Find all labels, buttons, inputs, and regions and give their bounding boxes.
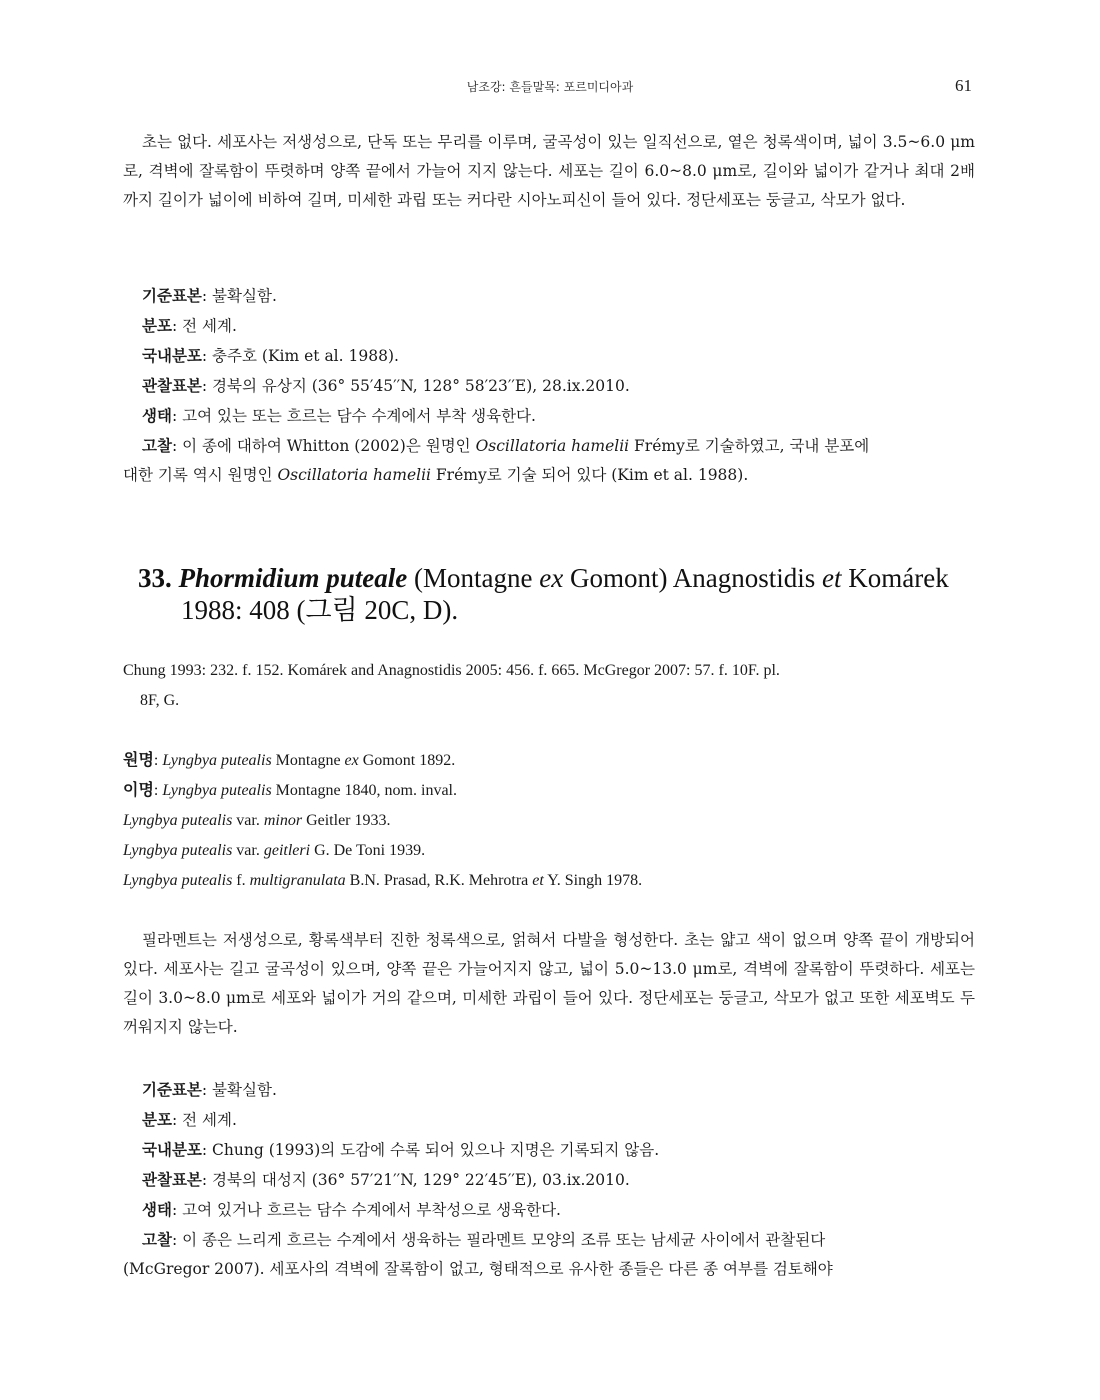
species-description: 필라멘트는 저생성으로, 황록색부터 진한 청록색으로, 얽혀서 다발을 형성한다. 초는 얇고 색이 없으며 양쪽 끝이 개방되어 있다. 세포사는 길고 굴곡성이 있으며, 양쪽 끝은 가늘어지지 않고, 넓이 5.0~13.0 μm로, 격벽에 잘록함이 뚜렷하다. 세포는 길이 3.0~8.0 μm로 세포와 넓이가 거의 같으며, 미세한 과립이 들어 있다. 정단세포는 둥글고, 삭모가 없고 또한 세포벽도 두꺼워지지 않는다. [123,931,975,1036]
species-name: Phormidium puteale [178,563,408,593]
remarks-line: 고찰: 이 종은 느리게 흐르는 수계에서 생육하는 필라멘트 모양의 조류 또는 남세균 사이에서 관찰된다 [142,1230,826,1249]
previous-species-details [123,281,975,490]
distribution-line: 분포: 전 세계. [142,1110,237,1129]
ecology-line: 생태: 고여 있는 또는 흐르는 담수 수계에서 부착 생육한다. [142,406,536,425]
distribution-line: 분포: 전 세계. [142,316,237,335]
basionym-line: 원명: Lyngbya putealis Montagne ex Gomont 1892. [123,752,456,769]
remarks-line: 고찰: 이 종에 대하여 Whitton (2002)은 원명인 Oscillatoria hamelii Frémy로 기술하였고, 국내 분포에 [142,436,870,455]
references: Chung 1993: 232. f. 152. Komárek and Anagnostidis 2005: 456. f. 665. McGregor 2007: 57. f. 10F. pl. 8F, G. [123,662,780,709]
korean-distribution-line: 국내분포: Chung (1993)의 도감에 수록 되어 있으나 지명은 기록되지 않음. [142,1140,660,1159]
previous-species-description: 초는 없다. 세포사는 저생성으로, 단독 또는 무리를 이루며, 굴곡성이 있는 일직선으로, 옅은 청록색이며, 넓이 3.5~6.0 μm로, 격벽에 잘록함이 뚜렷하며 양쪽 끝에서 가늘어 지지 않는다. 세포는 길이 6.0~8.0 μm로, 길이와 넓이가 같거나 최대 2배까지 길이가 넓이에 비하여 길며, 미세한 과립 또는 커다란 시아노피신이 들어 있다. 정단세포는 둥글고, 삭모가 없다. [123,133,975,209]
synonym-line: 이명: Lyngbya putealis Montagne 1840, nom. inval. [123,782,457,799]
observed-specimen-line: 관찰표본: 경북의 유상지 (36° 55′45′′N, 128° 58′23′′E), 28.ix.2010. [142,376,630,395]
synonym-line: Lyngbya putealis f. multigranulata B.N. Prasad, R.K. Mehrotra et Y. Singh 1978. [123,872,643,889]
species-citation: 1988: 408 (그림 20C, D). [181,595,459,625]
ecology-line: 생태: 고여 있거나 흐르는 담수 수계에서 부착성으로 생육한다. [142,1200,561,1219]
species-heading: 33. Phormidium puteale (Montagne ex Gomont) Anagnostidis et Komárek 1988: 408 (그림 20C, D). [138,562,988,626]
remarks-continuation: (McGregor 2007). 세포사의 격벽에 잘록함이 없고, 형태적으로 유사한 종들은 다른 종 여부를 검토해야 [123,1260,833,1278]
remarks-continuation: 대한 기록 역시 원명인 Oscillatoria hamelii Frémy로 기술 되어 있다 (Kim et al. 1988). [123,466,749,484]
synonym-line: Lyngbya putealis var. geitleri G. De Toni 1939. [123,842,426,859]
species-details [123,1075,975,1284]
running-title: 남조강: 흔들말목: 포르미디아과 [466,80,634,94]
type-specimen-line: 기준표본: 불확실함. [142,1080,277,1099]
synonyms [123,746,975,896]
type-specimen-line: 기준표본: 불확실함. [142,286,277,305]
synonym-line: Lyngbya putealis var. minor Geitler 1933. [123,812,391,829]
page-header [0,76,1100,100]
observed-specimen-line: 관찰표본: 경북의 대성지 (36° 57′21′′N, 129° 22′45′′E), 03.ix.2010. [142,1170,630,1189]
page-number: 61 [955,76,972,95]
korean-distribution-line: 국내분포: 충주호 (Kim et al. 1988). [142,346,399,365]
